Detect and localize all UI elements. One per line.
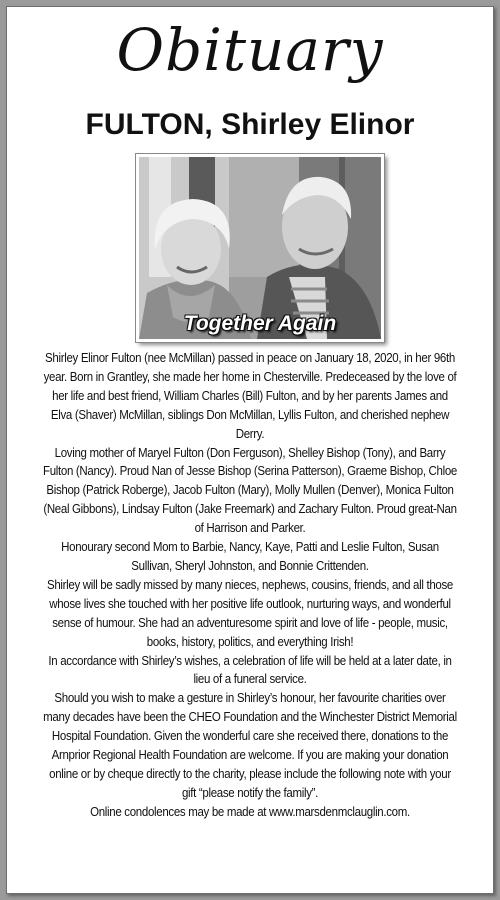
obituary-body bbox=[43, 349, 457, 822]
deceased-name: FULTON, Shirley Elinor bbox=[85, 108, 415, 141]
paragraph-honourary: Honourary second Mom to Barbie, Nancy, Kaye, Patti and Leslie Fulton, Susan Sullivan, Sheryl Johnston, and Bonnie Crittenden. bbox=[61, 540, 439, 573]
paragraph-passing: Shirley Elinor Fulton (nee McMillan) passed in peace on January 18, 2020, in her 96th year. Born in Grantley, she made her home in Chesterville. Predeceased by the love of her life and best friend, William Charles (Bill) Fulton, and by her parents James and Elva (Shaver) McMillan, siblings Don McMillan, Lyllis Fulton, and cherished nephew Derry. bbox=[43, 351, 457, 441]
paragraph-family: Loving mother of Maryel Fulton (Don Ferguson), Shelley Bishop (Tony), and Barry Fulton (Nancy). Proud Nan of Jesse Bishop (Serina Patterson), Graeme Bishop, Chloe Bishop (Patrick Roberge), Jacob Fulton (Mary), Molly Mullen (Denver), Monica Fulton (Neal Gibbons), Lindsay Fulton (Jake Freemark) and Zachary Fulton. Proud great-Nan of Harrison and Parker. bbox=[43, 445, 457, 536]
paragraph-donations: Should you wish to make a gesture in Shirley’s honour, her favourite charities over many decades have been the CHEO Foundation and the Winchester District Memorial Hospital Foundation. Given the wonderful care she received there, donations to the Arnprior Regional Health Foundation are welcome. If you are making your donation online or by cheque directly to the charity, please include the following note with your gift “please notify the family”. bbox=[43, 691, 457, 800]
paragraph-remembrance: Shirley will be sadly missed by many nieces, nephews, cousins, friends, and all those whose lives she touched with her positive life outlook, nurturing ways, and wonderful sense of humour. She had an adventuresome spirit and love of life - people, music, books, history, politics, and everything Irish! bbox=[46, 577, 454, 649]
couple-photo bbox=[136, 154, 384, 342]
paragraph-celebration: In accordance with Shirley’s wishes, a celebration of life will be held at a later date, in lieu of a funeral service. bbox=[48, 653, 452, 687]
photo-caption: Together Again bbox=[183, 312, 337, 335]
obituary-card bbox=[6, 6, 494, 894]
paragraph-condolences: Online condolences may be made at www.marsdenmclauglin.com. bbox=[90, 804, 410, 819]
obituary-heading: Obituary bbox=[116, 16, 384, 84]
